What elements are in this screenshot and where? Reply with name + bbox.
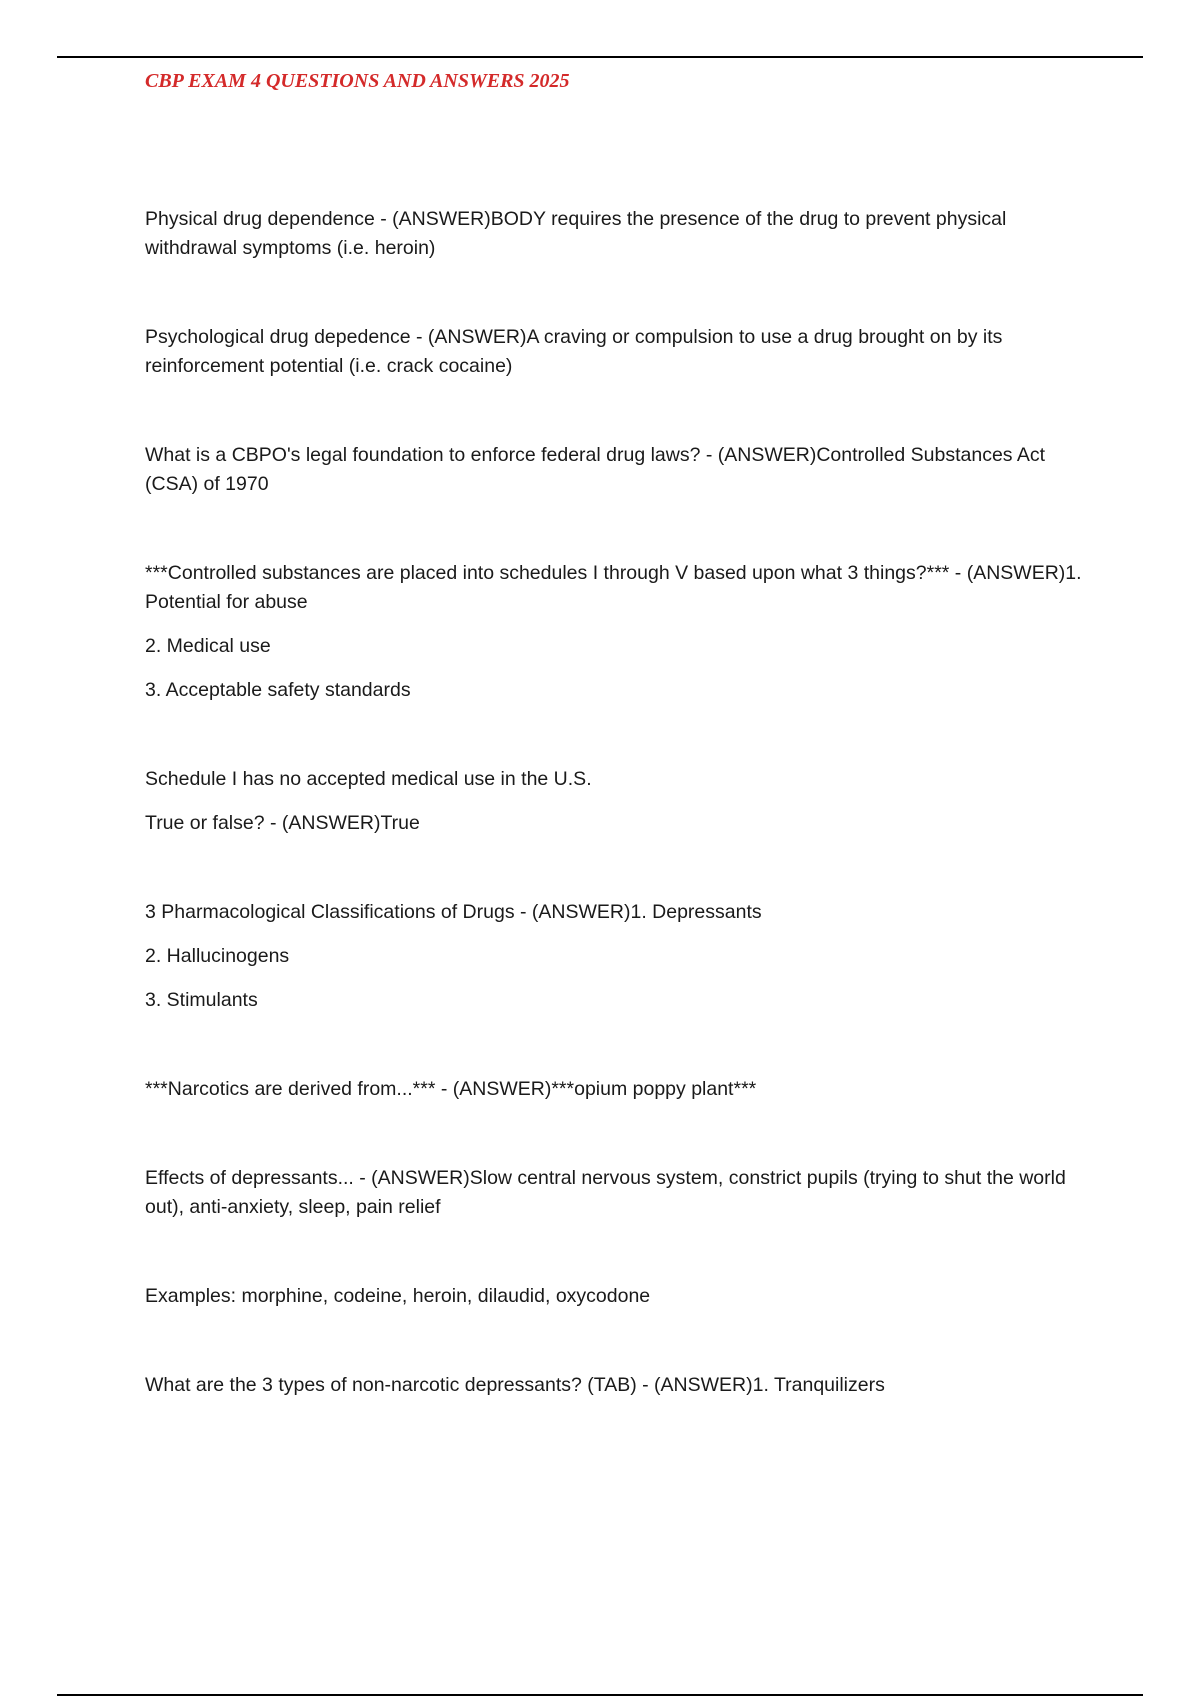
qa-item <box>145 205 1085 263</box>
qa-line: Examples: morphine, codeine, heroin, dilaudid, oxycodone <box>145 1285 651 1307</box>
qa-item <box>145 323 1085 381</box>
qa-line: What is a CBPO's legal foundation to enforce federal drug laws? - (ANSWER)Controlled Substances Act (CSA) of 1970 <box>145 444 1046 495</box>
qa-item <box>145 441 1085 499</box>
qa-line: ***Narcotics are derived from...*** - (ANSWER)***opium poppy plant*** <box>145 1078 757 1100</box>
qa-item <box>145 1075 1085 1104</box>
bottom-rule <box>57 1694 1143 1696</box>
qa-item <box>145 1164 1085 1222</box>
qa-line: True or false? - (ANSWER)True <box>145 812 420 834</box>
qa-line: 2. Hallucinogens <box>145 945 290 967</box>
top-rule <box>57 56 1143 58</box>
qa-line: Effects of depressants... - (ANSWER)Slow central nervous system, constrict pupils (trying to shut the world out), anti-anxiety, sleep, pain relief <box>145 1167 1066 1218</box>
qa-line: Psychological drug depedence - (ANSWER)A craving or compulsion to use a drug brought on by its reinforcement potential (i.e. crack cocaine) <box>145 326 1003 377</box>
qa-item <box>145 765 1085 838</box>
qa-item <box>145 1371 1085 1400</box>
qa-line: 2. Medical use <box>145 635 271 657</box>
qa-line: 3 Pharmacological Classifications of Drugs - (ANSWER)1. Depressants <box>145 901 762 923</box>
qa-line: 3. Acceptable safety standards <box>145 679 411 701</box>
document-header: CBP EXAM 4 QUESTIONS AND ANSWERS 2025 <box>145 70 570 92</box>
qa-content <box>145 205 1085 1400</box>
qa-item <box>145 898 1085 1015</box>
qa-line: Physical drug dependence - (ANSWER)BODY requires the presence of the drug to prevent physical withdrawal symptoms (i.e. heroin) <box>145 208 1007 259</box>
qa-line: ***Controlled substances are placed into schedules I through V based upon what 3 things?*** - (ANSWER)1. Potential for abuse <box>145 562 1082 613</box>
qa-item <box>145 1282 1085 1311</box>
qa-line: 3. Stimulants <box>145 989 258 1011</box>
qa-item <box>145 559 1085 705</box>
qa-line: Schedule I has no accepted medical use in the U.S. <box>145 768 592 790</box>
qa-line: What are the 3 types of non-narcotic depressants? (TAB) - (ANSWER)1. Tranquilizers <box>145 1374 885 1396</box>
